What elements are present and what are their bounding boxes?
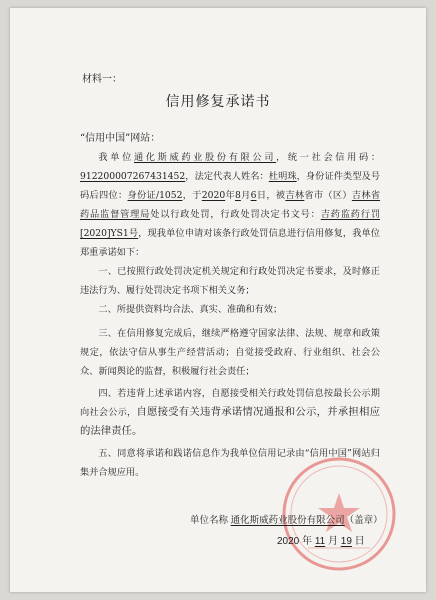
- day-value: 6: [250, 190, 257, 201]
- paragraph-intro: [80, 148, 380, 262]
- document-sheet: [10, 8, 426, 592]
- text: 年: [302, 536, 313, 547]
- paragraph-commitment-4: [80, 384, 380, 441]
- province: 吉林: [285, 190, 305, 201]
- company-name: 通化斯威药业股份有限公司: [133, 152, 277, 163]
- date-year: 2020: [277, 536, 300, 547]
- agency-name: 吉林省药品监督管理局: [80, 190, 381, 220]
- text-large: 自愿接受有关违背承诺情况通报和公示，并承担相应的法律责任。: [80, 407, 381, 437]
- paragraph-commitment-2: 二、所提供资料均合法、真实、准确和有效；: [98, 304, 283, 315]
- sig-label: 单位名称: [190, 515, 229, 526]
- credit-code: 912200007267431452: [80, 171, 186, 182]
- paragraph-commitment-3: 三、在信用修复完成后，继续严格遵守国家法律、法规、规章和政策规定，依法守信从事生产经营活动；自觉接受政府、行业组织、社会公众、新闻舆论的监督，积极履行社会责任；: [80, 328, 380, 377]
- month-value: 8: [235, 190, 241, 201]
- text: 省市（区）: [304, 190, 352, 201]
- text: ，于: [182, 190, 202, 201]
- date-day: 19: [340, 536, 352, 547]
- year-value: 2020: [201, 190, 226, 201]
- text: 月: [240, 190, 251, 201]
- text: 我单位: [98, 152, 134, 163]
- signature-line: [190, 512, 383, 526]
- paragraph-commitment-1: 一、已按照行政处罚决定机关规定和行政处罚决定书要求，及时修正违法行为、履行处罚决定书项下相关义务；: [80, 266, 380, 296]
- sig-seal-note: （盖章）: [344, 515, 383, 526]
- sign-date: [277, 532, 365, 547]
- text: 年: [225, 190, 235, 201]
- id-tail: 身份证/1052: [127, 190, 183, 201]
- material-label: 材料一：: [82, 74, 122, 85]
- text: 月: [327, 536, 338, 547]
- date-month: 11: [314, 536, 326, 547]
- text: 处以行政处罚，行政处罚决定书文号：: [150, 209, 321, 220]
- legal-rep-name: 杜明珠: [268, 171, 297, 182]
- sig-company: 通化斯威药业股份有限公司: [230, 515, 345, 526]
- text: ，法定代表人姓名：: [185, 171, 269, 182]
- text: 四、若违背上述承诺内容，自愿接受相关行政处罚信息按最长公示期向社会公示，: [80, 388, 380, 418]
- greeting: “信用中国”网站：: [80, 133, 161, 144]
- text: ，统一社会信用码：: [276, 152, 381, 163]
- paragraph-commitment-5: 五、同意将承诺和践诺信息作为我单位信用记录由“信用中国”网站归集并合规应用。: [80, 448, 380, 478]
- text: 日，被: [256, 190, 286, 201]
- text: ，现我单位申请对该条行政处罚信息进行信用修复，我单位郑重承诺如下：: [80, 228, 380, 258]
- document-title: 信用修复承诺书: [165, 94, 271, 110]
- text: 日: [354, 536, 365, 547]
- text: ，身份证件类型及号码后四位：: [80, 171, 381, 201]
- decision-number: 吉药监药行罚[2020]YS1号: [80, 209, 381, 239]
